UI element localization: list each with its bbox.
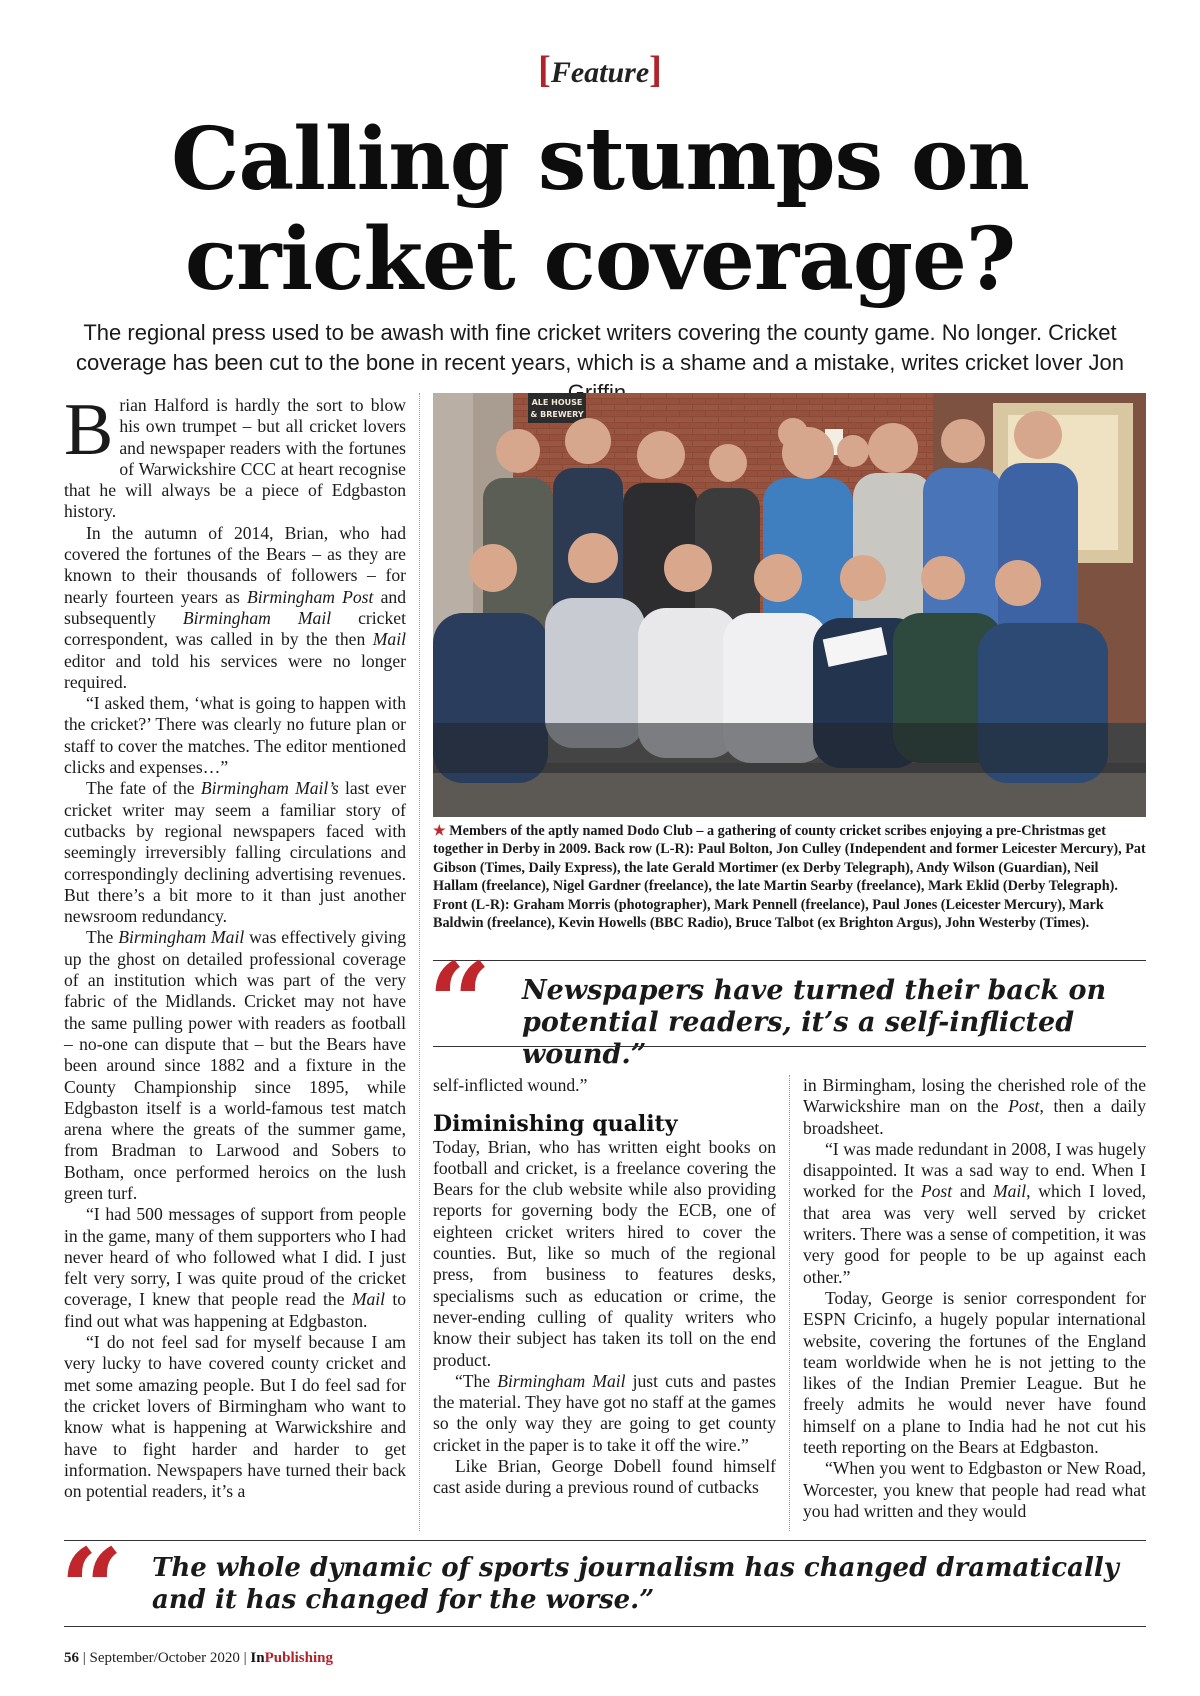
text-run: “I was made redundant in 2008, I was hugely disappointed. It was a sad way to end. When I worked for the — [803, 1138, 1146, 1202]
drop-cap: B — [64, 389, 114, 471]
paragraph: Today, George is senior correspondent for ESPN Cricinfo, a hugely popular international website, covering the fortunes of the England team worldwide when he is not jetting to the likes of the Indian Premier League. But he freely admits he would never have found himself on a plane to India had he not cut his teeth reporting on the Bears at Edgbaston. — [803, 1287, 1146, 1458]
article-column-2 — [433, 1075, 776, 1499]
kicker-bracket-open: [ — [538, 49, 551, 91]
page-number: 56 — [64, 1650, 79, 1666]
text-run: Birmingham Mail — [182, 607, 332, 628]
headline: Calling stumps on cricket coverage? — [171, 109, 1029, 310]
paragraph: self-inflicted wound.” — [433, 1075, 588, 1095]
photo-caption — [433, 822, 1146, 932]
text-run: Birmingham Mail — [118, 927, 245, 948]
paragraph — [64, 927, 406, 1204]
text-run: “I had 500 messages of support from people in the game, many of them supporters who I had never heard of who followed what I did. I just felt very sorry, I was quite proud of the cricket coverage, I knew that people read the — [64, 1204, 406, 1310]
pullquote-rule-bottom — [64, 1626, 1146, 1627]
pullquote-rule-top — [433, 960, 1146, 961]
pullquote-rule-bottom — [433, 1046, 1146, 1047]
text-run: and — [952, 1181, 993, 1202]
paragraph — [64, 1204, 406, 1332]
text-run: Birmingham Mail — [497, 1370, 626, 1391]
page-footer — [64, 1650, 333, 1667]
group-photo — [433, 393, 1146, 817]
text-run: Mail — [992, 1181, 1027, 1202]
text-run: just cuts and pastes the material. They have got no staff at the games so the only way they are going to get county cricket in the paper is to take it off the wire.” — [433, 1370, 776, 1455]
text-run: in Birmingham, losing the cherished role of the Warwickshire man on the — [803, 1075, 1146, 1117]
section-kicker — [0, 48, 1200, 92]
paragraph — [64, 523, 406, 693]
paragraph: “When you went to Edgbaston or New Road, Worcester, you knew that people had read what you had written and they would — [803, 1458, 1146, 1521]
paragraph — [433, 1371, 776, 1456]
svg-text:ALE HOUSE: ALE HOUSE — [531, 398, 583, 407]
pullquote: Newspapers have turned their back on potential readers, it’s a self-inflicted wound.” — [522, 975, 1107, 1070]
paragraph: “I asked them, ‘what is going to happen with the cricket?’ There was clearly no future plan or staff to cover the matches. The editor mentioned clicks and expenses…” — [64, 693, 406, 778]
kicker-label: Feature — [550, 56, 650, 89]
svg-text:& BREWERY: & BREWERY — [530, 410, 584, 419]
issue-date: September/October 2020 — [89, 1650, 240, 1666]
text-run: Birmingham Mail’s — [200, 778, 339, 799]
paragraph — [64, 778, 406, 927]
text-run: last ever cricket writer may seem a familiar story of cutbacks by regional newspapers faced with seemingly irreversibly falling circulations and correspondingly declining advertising revenues. But there’s a bit more to it than just another newsroom redundancy. — [64, 778, 406, 927]
article-column-3 — [803, 1075, 1146, 1522]
paragraph: “I do not feel sad for myself because I am very lucky to have covered county cricket and met some amazing people. But I do feel sad for the cricket lovers of Birmingham who want to know what is happening at Warwickshire and have to fight harder and harder to get information. Newspapers have turned their back on potential readers, it’s a — [64, 1332, 406, 1502]
caption-text: Members of the aptly named Dodo Club – a gathering of county cricket scribes enjoying a pre-Christmas get together in Derby in 2009. — [433, 823, 1106, 858]
text-run: Post — [1008, 1096, 1040, 1117]
text-run: Mail — [372, 629, 406, 650]
text-run: , then a daily broadsheet. — [803, 1096, 1146, 1138]
text-run: , which I loved, that area was very well served by cricket writers. There was a sense of competition, it was very good for people to be up against each other.” — [803, 1181, 1146, 1287]
text-run: Birmingham Post — [247, 586, 374, 607]
text-run: Mail — [351, 1289, 386, 1310]
caption-text: Paul Bolton, Jon Culley (Independent and former Leicester Mercury), Pat Gibson (Times, Daily Express), the late Gerald Mortimer (ex Derby Telegraph), Andy Wilson (Guardian), Neil Hallam (freelance), Nigel Gardner (freelance), the late Martin Searby (freelance), Mark Eklid (Derby Telegraph). — [433, 841, 1146, 895]
star-icon: ★ — [433, 823, 446, 839]
paragraph-text: rian Halford is hardly the sort to blow his own trumpet – but all cricket lovers and newspaper readers with the fortunes of Warwickshire CCC at heart recognise that he will always be a piece of Edgbaston history. — [64, 395, 406, 522]
paragraph: Like Brian, George Dobell found himself cast aside during a previous round of cutbacks — [433, 1456, 776, 1498]
text-run: The fate of the — [86, 778, 201, 799]
text-run: was effectively giving up the ghost on detailed professional coverage of an institution which was part of the very fabric of the Midlands. Cricket may not have the same pulling power with readers as football – no-one can dispute that – but the Bears have been around since 1882 and a fixture in the County Championship since 1895, while Edgbaston itself is a world-famous test match arena where the greats of the summer game, from Bradman to Larwood and Sobers to Botham, once performed heroics on the lush green turf. — [64, 927, 406, 1203]
footer-separator: | — [239, 1650, 251, 1666]
article-column-1 — [64, 389, 407, 1502]
subheading: Diminishing quality — [433, 1111, 678, 1138]
text-run: and subsequently — [64, 586, 406, 628]
paragraph — [64, 389, 406, 523]
pullquote-rule-top — [64, 1540, 1146, 1541]
caption-label: Back row (L-R): — [594, 841, 695, 858]
paragraph — [803, 1139, 1146, 1288]
column-divider — [789, 1075, 790, 1531]
text-run: In the autumn of 2014, Brian, who had covered the fortunes of the Bears – as they are known to their thousands of followers – for nearly fourteen years as — [64, 522, 406, 607]
pullquote: The whole dynamic of sports journalism has changed dramatically and it has changed for the worse.” — [152, 1553, 1119, 1615]
text-run: to find out what was happening at Edgbaston. — [64, 1289, 407, 1331]
text-run: Post — [920, 1181, 953, 1202]
text-run: “The — [455, 1370, 498, 1391]
magazine-name: Publishing — [264, 1650, 333, 1666]
quote-mark-icon: “ — [60, 1524, 124, 1653]
caption-text: Graham Morris (photographer), Mark Pennell (freelance), Paul Jones (Leicester Mercury), Mark Baldwin (freelance), Kevin Howells (BBC Radio), Bruce Talbot (ex Brighton Argus), John Westerby (Times). — [433, 896, 1104, 932]
text-run: cricket correspondent, was called in by the then — [64, 607, 406, 650]
standfirst: The regional press used to be awash with fine cricket writers covering the county game. No longer. Cricket coverage has been cut to the bone in recent years, which is a shame and a mistake, writes cricket lover Jon — [76, 320, 1124, 375]
footer-separator: | — [79, 1650, 90, 1666]
magazine-name-prefix: In — [250, 1650, 265, 1666]
caption-label: Front (L-R): — [433, 896, 510, 913]
text-run: The — [86, 927, 119, 948]
quote-mark-icon: “ — [428, 938, 492, 1067]
kicker-bracket-close: ] — [649, 49, 662, 91]
paragraph: Today, Brian, who has written eight books on football and cricket, is a freelance covering the Bears for the club website while also providing reports for governing body the ECB, one of eighteen cricket writers hired to cover the counties. But, like so much of the regional press, from business to features desks, specialisms such as education or crime, the never-ending culling of quality writers who know their subject has taken its toll on the end product. — [433, 1136, 776, 1370]
column-divider — [419, 393, 420, 1531]
group-photo-illustration — [433, 393, 1146, 817]
paragraph — [803, 1075, 1146, 1139]
text-run: editor and told his services were no longer required. — [64, 650, 406, 692]
